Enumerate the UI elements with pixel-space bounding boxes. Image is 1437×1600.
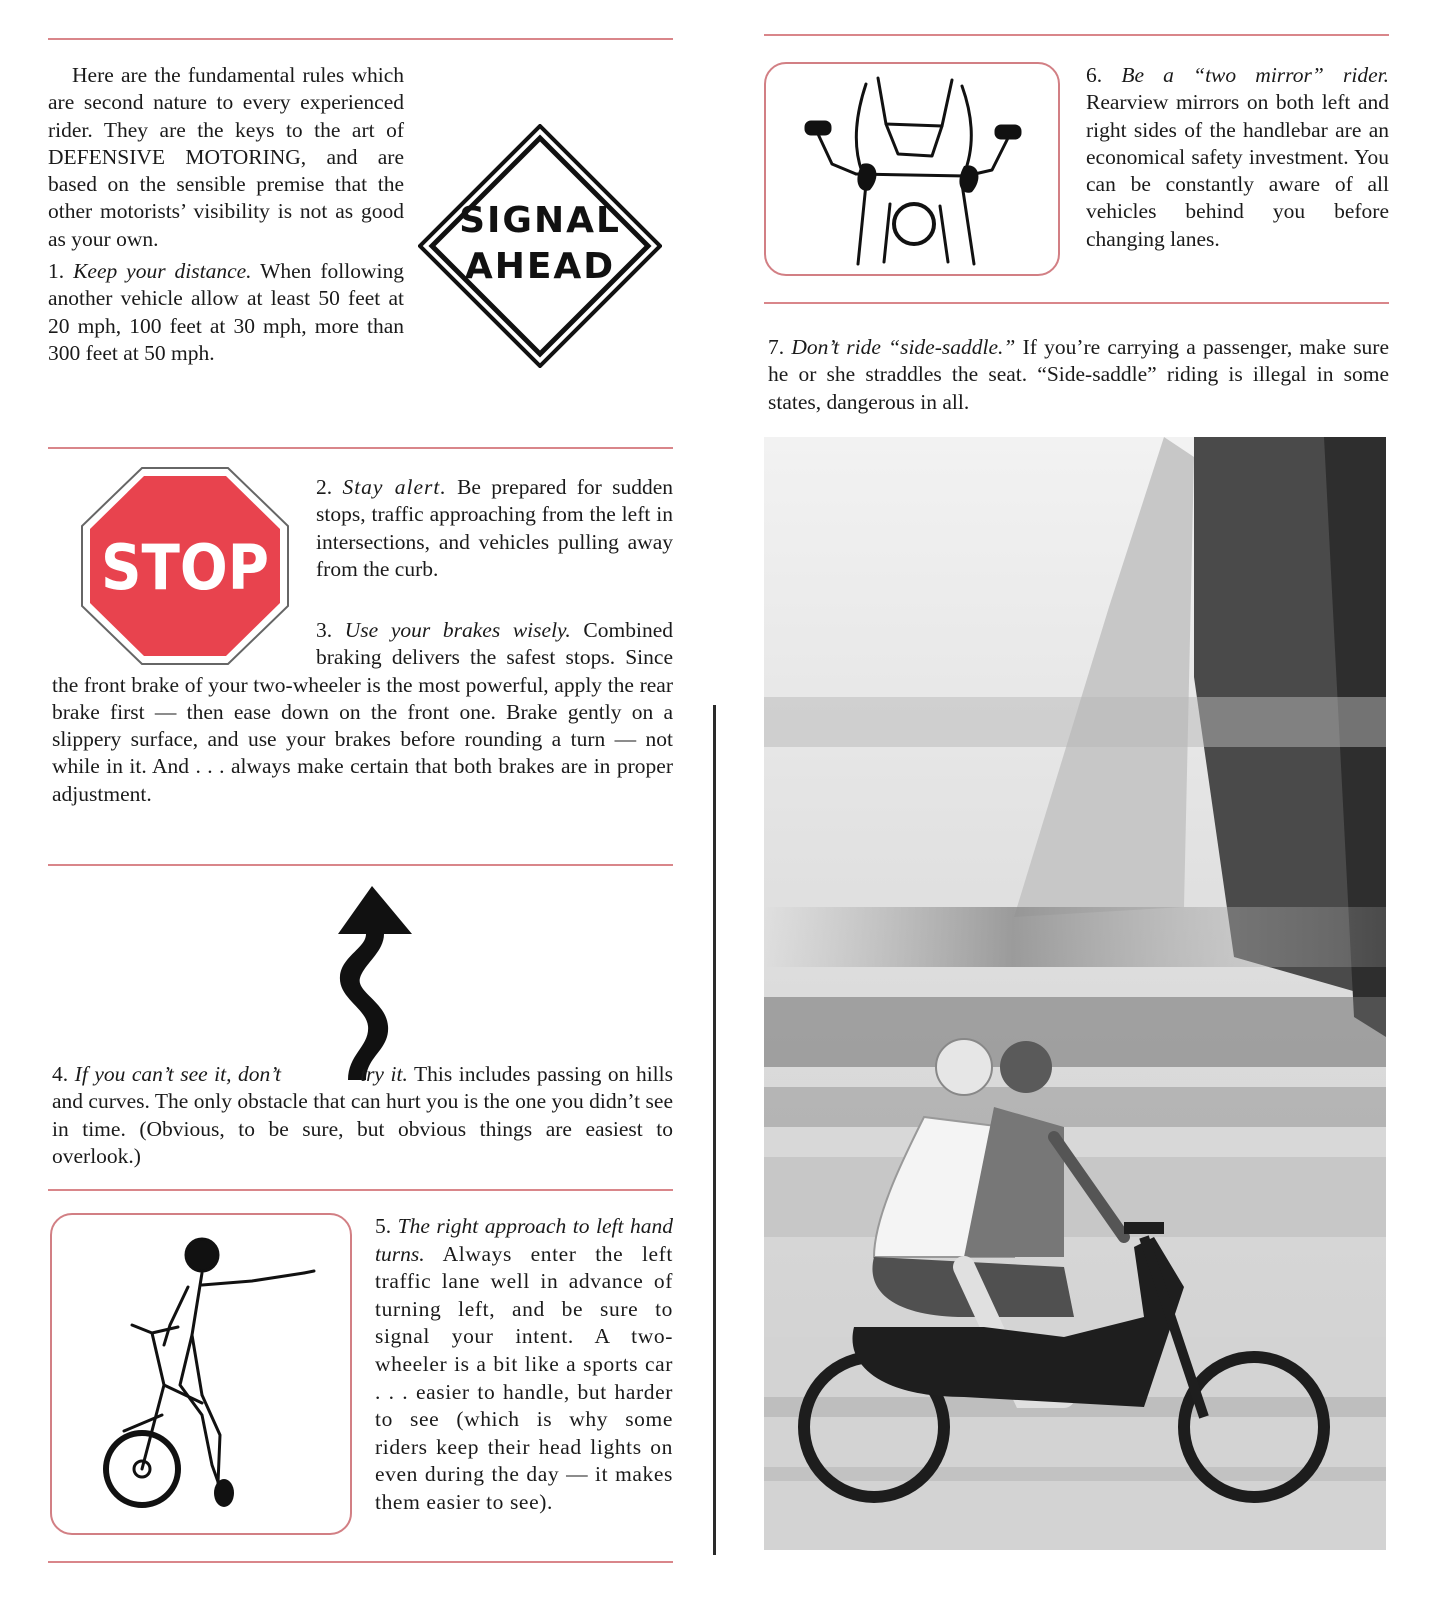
rule-2-title: Stay alert. (342, 475, 447, 499)
intro-text-block (48, 62, 404, 367)
rule-2 (316, 474, 673, 583)
rider-hand-signal-drawing (52, 1215, 350, 1533)
rule-1-body: When following another vehicle allow at least 50 feet at 20 mph, 100 feet at 30 mph, more than 300 feet at 50 mph. (48, 259, 404, 365)
rule-6-body: Rearview mirrors on both left and right sides of the handlebar are an economical safety investment. You can be constantly aware of all vehicles behind you before changing lanes. (1086, 90, 1389, 251)
rule-3-title: Use your brakes wisely. (344, 618, 571, 642)
intro-paragraph: Here are the fundamental rules which are second nature to every experienced rider. They are the keys to the art of DEFENSIVE MOTORING, and are based on the sensible premise that the other motorists’ visibility is not as good as your own. (48, 63, 404, 251)
rule-5-body: Always enter the left traffic lane well in advance of turning left, and be sure to signal your intent. A two-wheeler is a bit like a sports car . . . easier to handle, but harder to see (which is why some riders keep their head lights on even during the day — it makes them easier to see). (375, 1241, 674, 1514)
rule-6-number: 6. (1086, 63, 1103, 87)
rule-7-body: If you’re carrying a passenger, make sure he or she straddles the seat. “Side-saddle” riding is illegal in some states, dangerous in all. (768, 335, 1390, 414)
couple-riding-photo-art (764, 437, 1386, 1550)
rule-7-number: 7. (768, 335, 785, 359)
rule-top-right (764, 34, 1389, 36)
rule-left-4 (48, 1189, 673, 1191)
rule-4-body: This includes passing on hills and curves. The only obstacle that can hurt you is the one you didn’t see in time. (Obvious, to be sure, but obvious things are easiest to overlook.) (52, 1062, 673, 1168)
rule-4 (52, 1061, 673, 1170)
rule-left-bottom (48, 1561, 673, 1563)
rule-2-number: 2. (316, 475, 333, 499)
rule-1 (48, 258, 404, 367)
couple-riding-photo (764, 437, 1386, 1550)
rule-left-3 (48, 864, 673, 866)
signal-ahead-line1: SIGNAL (459, 200, 621, 241)
signal-ahead-line2: AHEAD (464, 246, 616, 287)
rule-1-title: Keep your distance. (73, 259, 252, 284)
winding-road-arrow (326, 886, 422, 1082)
handlebar-mirrors-drawing (766, 64, 1058, 274)
rule-1-number: 1. (48, 259, 65, 284)
page-gutter-mark (713, 705, 716, 1555)
rule-2-body: Be prepared for sudden stops, traffic approaching from the left in intersections, and vehicles pulling away from the curb. (316, 475, 674, 581)
rule-7 (768, 334, 1389, 416)
rule-top-left (48, 38, 673, 40)
rule-4-title-part2: try it. (360, 1062, 408, 1086)
stop-sign-text: STOP (101, 531, 269, 604)
rule-3-body: Combined braking delivers the safest stops. Since the front brake of your two-wheeler is the most powerful, apply the rear brake first — then ease down on the front one. Brake gently on a slippery surface, and use your brakes before rounding a turn — not while in it. And . . . always make certain that both brakes are in proper adjustment. (52, 618, 674, 806)
rule-left-2 (48, 447, 673, 449)
rule-4-title-part1: If you can’t see it, don’t (74, 1062, 282, 1086)
rule-7-title: Don’t ride “side-saddle.” (791, 335, 1016, 359)
rule-5-number: 5. (375, 1214, 392, 1238)
rule-right-2 (764, 302, 1389, 304)
signal-ahead-sign (418, 124, 662, 368)
rule-6 (1086, 62, 1389, 253)
rule-6-title: Be a “two mirror” rider. (1121, 63, 1389, 87)
rule-5 (375, 1213, 673, 1517)
rule-3-number: 3. (316, 618, 333, 642)
two-mirror-illustration (764, 62, 1060, 276)
rule-4-number: 4. (52, 1062, 69, 1086)
rule-5-title: The right approach to left hand turns. (375, 1214, 673, 1266)
rider-signal-illustration (50, 1213, 352, 1535)
rule-3 (52, 617, 673, 808)
